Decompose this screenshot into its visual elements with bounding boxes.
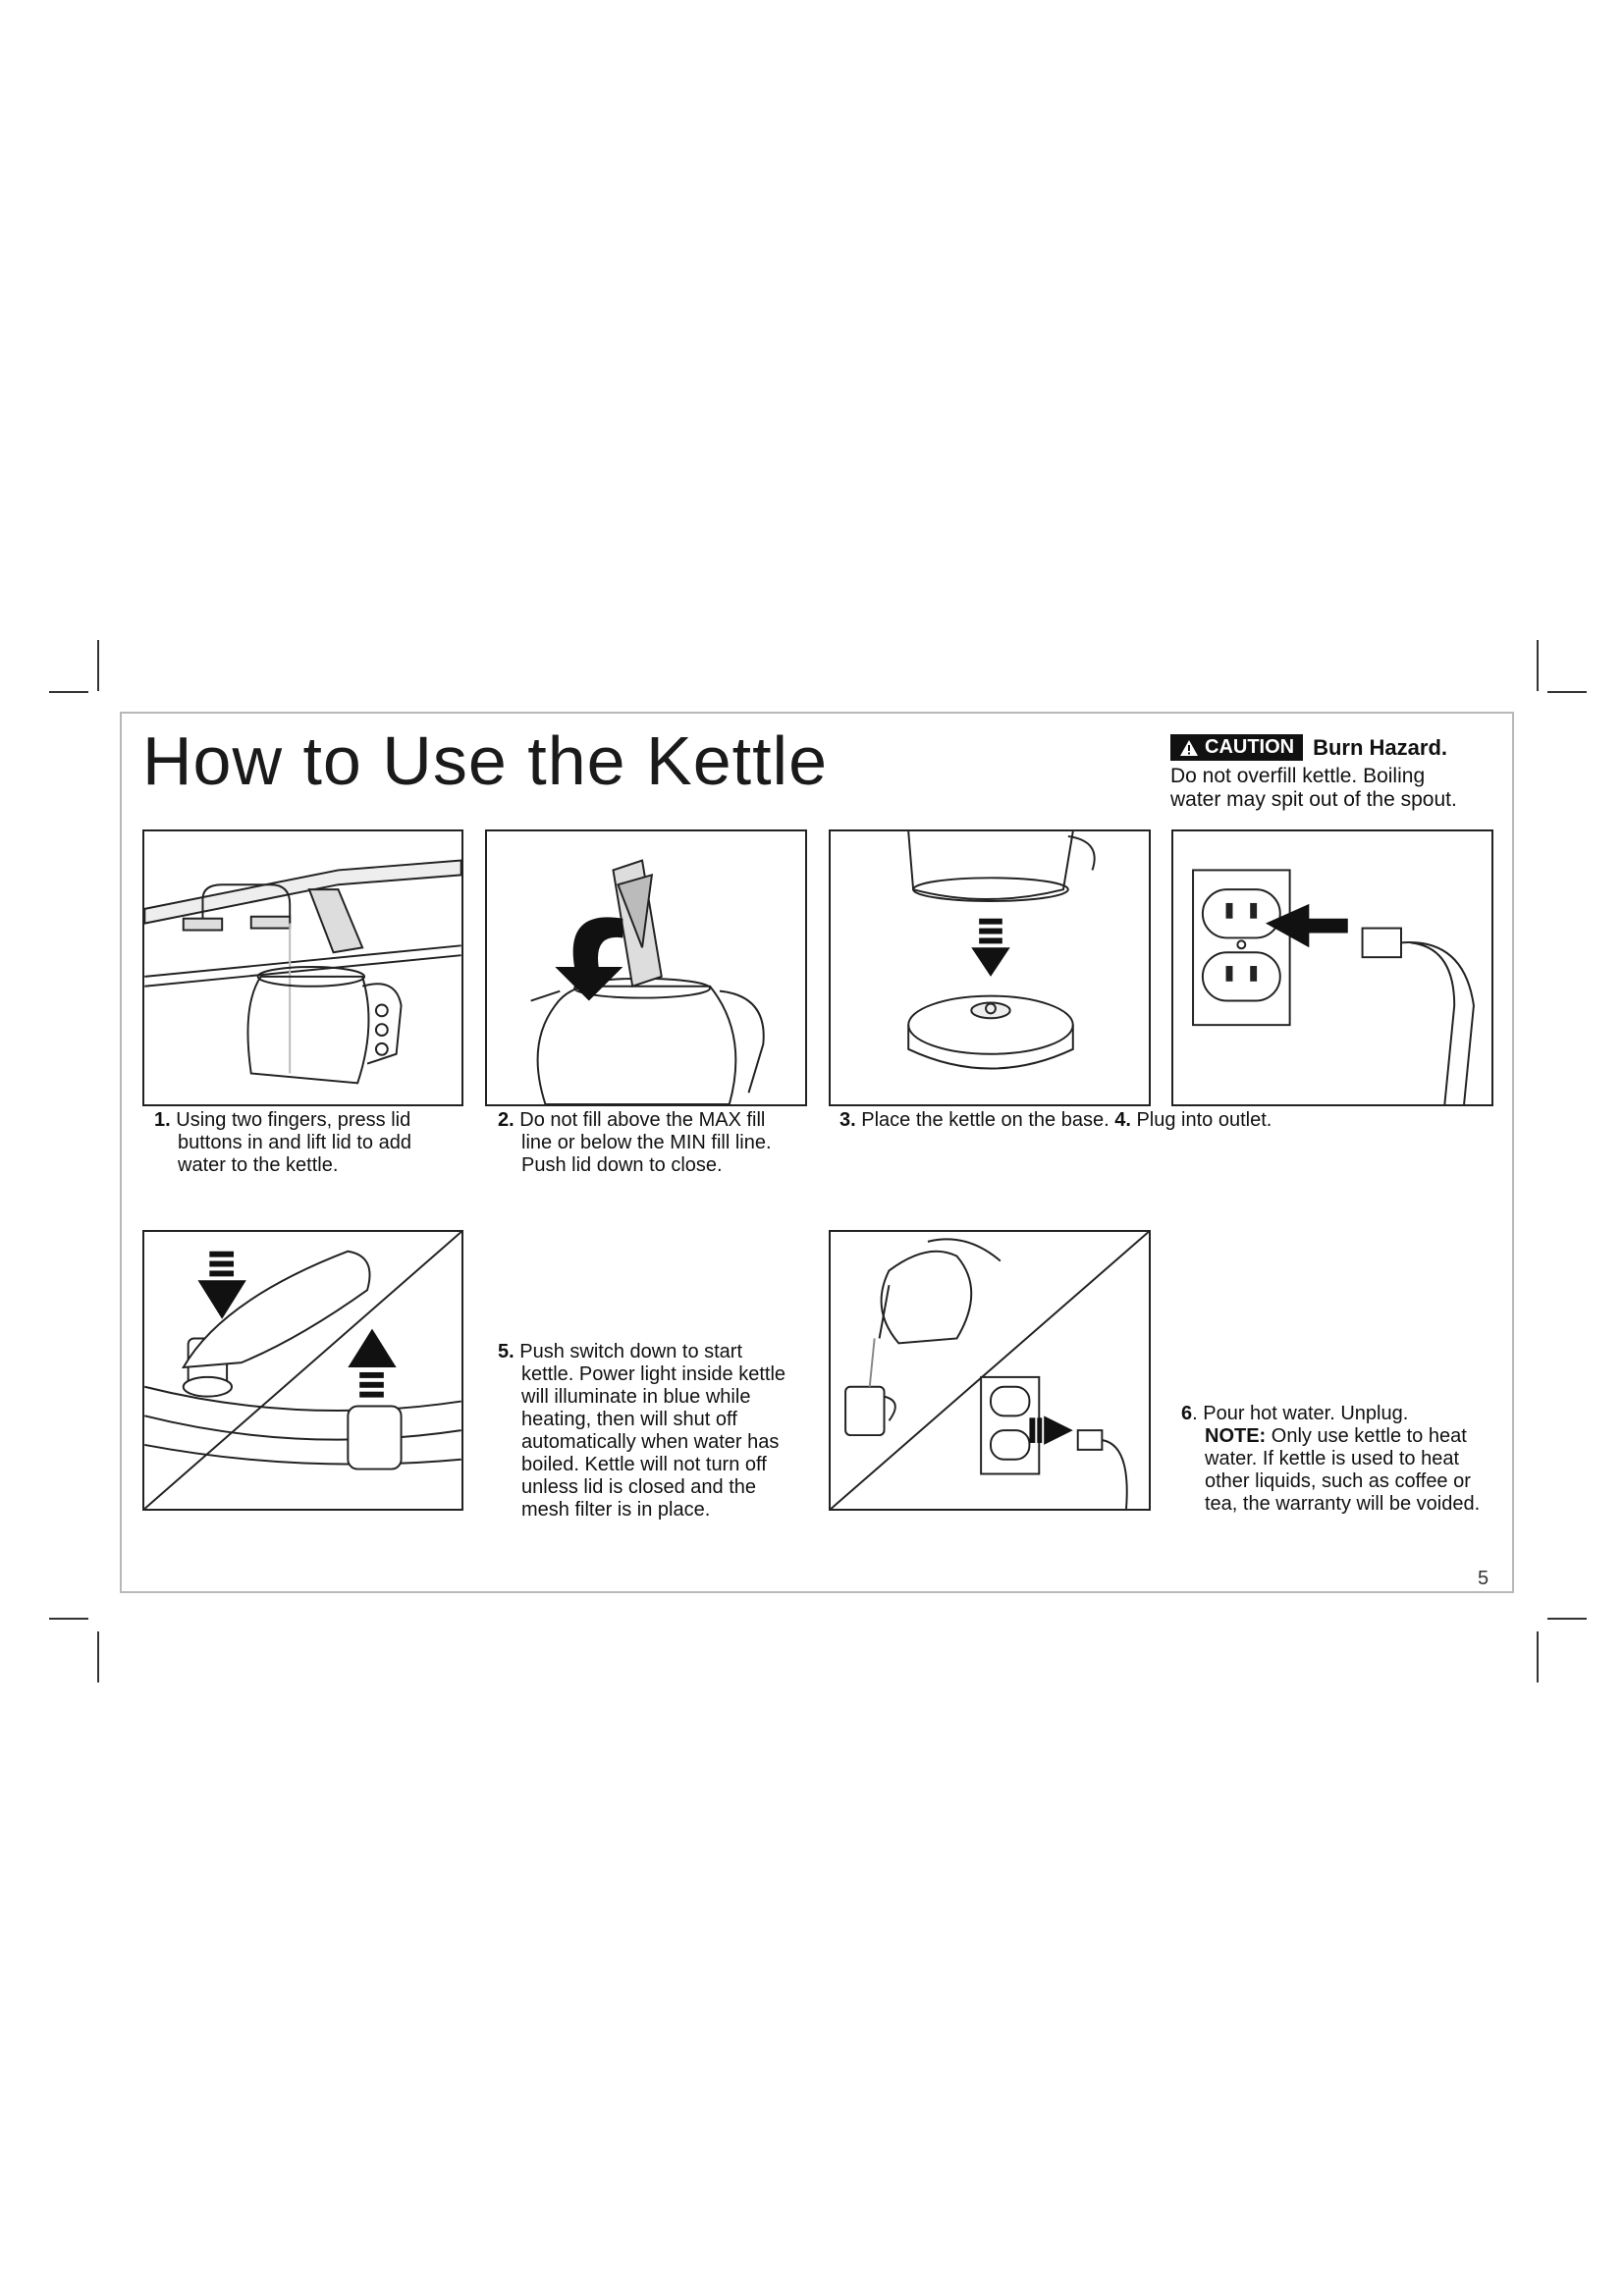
step2-caption [498, 1109, 802, 1177]
step-text: boiled. Kettle will not turn off [521, 1454, 767, 1475]
crop-mark [1537, 1631, 1539, 1682]
crop-mark [97, 1631, 99, 1682]
step1-illustration [142, 829, 463, 1106]
step-text: Only use kettle to heat [1271, 1425, 1467, 1447]
lid-close-image [487, 831, 805, 1104]
step-text: tea, the warranty will be voided. [1205, 1493, 1481, 1515]
step4-illustration [1171, 829, 1493, 1106]
crop-mark [1547, 691, 1587, 693]
warning-icon [1179, 739, 1199, 757]
step-text: Place the kettle on the base. [861, 1109, 1110, 1131]
faucet-kettle-image [144, 831, 461, 1104]
base-placement-image [831, 831, 1149, 1104]
caution-box [1170, 734, 1504, 812]
crop-mark [49, 691, 88, 693]
page-title: How to Use the Kettle [142, 722, 828, 799]
step-text: Push lid down to close. [521, 1154, 723, 1176]
step-text: buttons in and lift lid to add [178, 1132, 411, 1153]
step-text: Push switch down to start [519, 1341, 743, 1362]
caution-text: water may spit out of the spout. [1170, 788, 1457, 811]
switch-press-image [144, 1232, 461, 1509]
crop-mark [97, 640, 99, 691]
step6-illustration [829, 1230, 1151, 1511]
step-text: water to the kettle. [178, 1154, 339, 1176]
step3-illustration [829, 829, 1151, 1106]
step5-illustration [142, 1230, 463, 1511]
step5-caption [498, 1341, 812, 1522]
crop-mark [1537, 640, 1539, 691]
step-text: Plug into outlet. [1136, 1109, 1272, 1131]
caution-label: CAUTION [1205, 736, 1295, 758]
step-number: 2. [498, 1109, 514, 1131]
step-number: 4. [1114, 1109, 1131, 1131]
step-number: 3. [839, 1109, 856, 1131]
step-text: Using two fingers, press lid [176, 1109, 411, 1131]
step3-4-caption [839, 1109, 1488, 1132]
caution-text: Do not overfill kettle. Boiling [1170, 765, 1426, 787]
caution-badge [1170, 734, 1303, 761]
step-text: other liquids, such as coffee or [1205, 1470, 1471, 1492]
step-number: 5. [498, 1341, 514, 1362]
step-text: automatically when water has [521, 1431, 780, 1453]
step-text: kettle. Power light inside kettle [521, 1363, 786, 1385]
step-text: . Pour hot water. Unplug. [1192, 1403, 1409, 1424]
step-text: unless lid is closed and the [521, 1476, 757, 1498]
step-text: water. If kettle is used to heat [1205, 1448, 1460, 1469]
step-number: 1. [154, 1109, 171, 1131]
step2-illustration [485, 829, 807, 1106]
caution-heading: Burn Hazard. [1313, 734, 1448, 760]
step6-caption [1181, 1403, 1505, 1516]
step-text: will illuminate in blue while [521, 1386, 751, 1408]
outlet-plug-image [1173, 831, 1491, 1104]
step-text: Do not fill above the MAX fill [519, 1109, 766, 1131]
crop-mark [49, 1618, 88, 1620]
step-text: mesh filter is in place. [521, 1499, 711, 1521]
step1-caption [154, 1109, 459, 1177]
note-label: NOTE: [1205, 1425, 1267, 1447]
pour-unplug-image [831, 1232, 1149, 1509]
step-number: 6 [1181, 1403, 1193, 1424]
step-text: line or below the MIN fill line. [521, 1132, 772, 1153]
step-text: heating, then will shut off [521, 1409, 737, 1430]
crop-mark [1547, 1618, 1587, 1620]
page-number: 5 [1478, 1568, 1489, 1589]
